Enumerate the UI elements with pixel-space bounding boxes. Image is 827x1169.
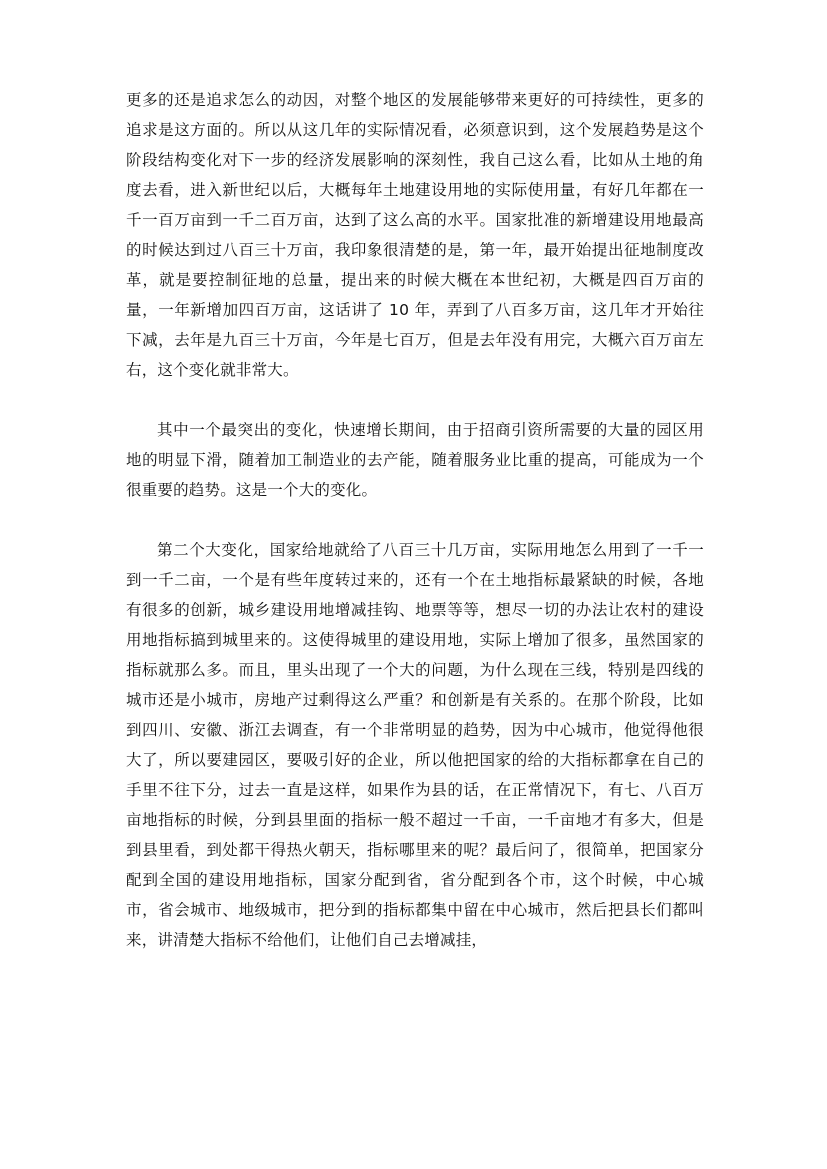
document-body (126, 85, 704, 955)
paragraph-1: 更多的还是追求怎么的动因，对整个地区的发展能够带来更好的可持续性，更多的追求是这方面的。所以从这几年的实际情况看，必须意识到，这个发展趋势是这个阶段结构变化对下一步的经济发展影响的深刻性，我自己这么看，比如从土地的角度去看，进入新世纪以后，大概每年土地建设用地的实际使用量，有好几年都在一千一百万亩到一千二百万亩，达到了这么高的水平。国家批准的新增建设用地最高的时候达到过八百三十万亩，我印象很清楚的是，第一年，最开始提出征地制度改革，就是要控制征地的总量，提出来的时候大概在本世纪初，大概是四百万亩的量，一年新增加四百万亩，这话讲了 10 年，弄到了八百多万亩，这几年才开始往下减，去年是九百三十万亩，今年是七百万，但是去年没有用完，大概六百万亩左右，这个变化就非常大。 (126, 91, 704, 379)
paragraph-2: 其中一个最突出的变化，快速增长期间，由于招商引资所需要的大量的园区用地的明显下滑，随着加工制造业的去产能，随着服务业比重的提高，可能成为一个很重要的趋势。这是一个大的变化。 (126, 421, 704, 499)
paragraph-3: 第二个大变化，国家给地就给了八百三十几万亩，实际用地怎么用到了一千一到一千二亩，一个是有些年度转过来的，还有一个在土地指标最紧缺的时候，各地有很多的创新，城乡建设用地增减挂钩、地票等等，想尽一切的办法让农村的建设用地指标搞到城里来的。这使得城里的建设用地，实际上增加了很多，虽然国家的指标就那么多。而且，里头出现了一个大的问题，为什么现在三线，特别是四线的城市还是小城市，房地产过剩得这么严重？和创新是有关系的。在那个阶段，比如到四川、安徽、浙江去调查，有一个非常明显的趋势，因为中心城市，他觉得他很大了，所以要建园区，要吸引好的企业，所以他把国家的给的大指标都拿在自己的手里不往下分，过去一直是这样，如果作为县的话，在正常情况下，有七、八百万亩地指标的时候，分到县里面的指标一般不超过一千亩，一千亩地才有多大，但是到县里看，到处都干得热火朝天，指标哪里来的呢？最后问了，很简单，把国家分配到全国的建设用地指标，国家分配到省，省分配到各个市，这个时候，中心城市，省会城市、地级城市，把分到的指标都集中留在中心城市，然后把县长们都叫来，讲清楚大指标不给他们，让他们自己去增减挂， (126, 541, 704, 949)
